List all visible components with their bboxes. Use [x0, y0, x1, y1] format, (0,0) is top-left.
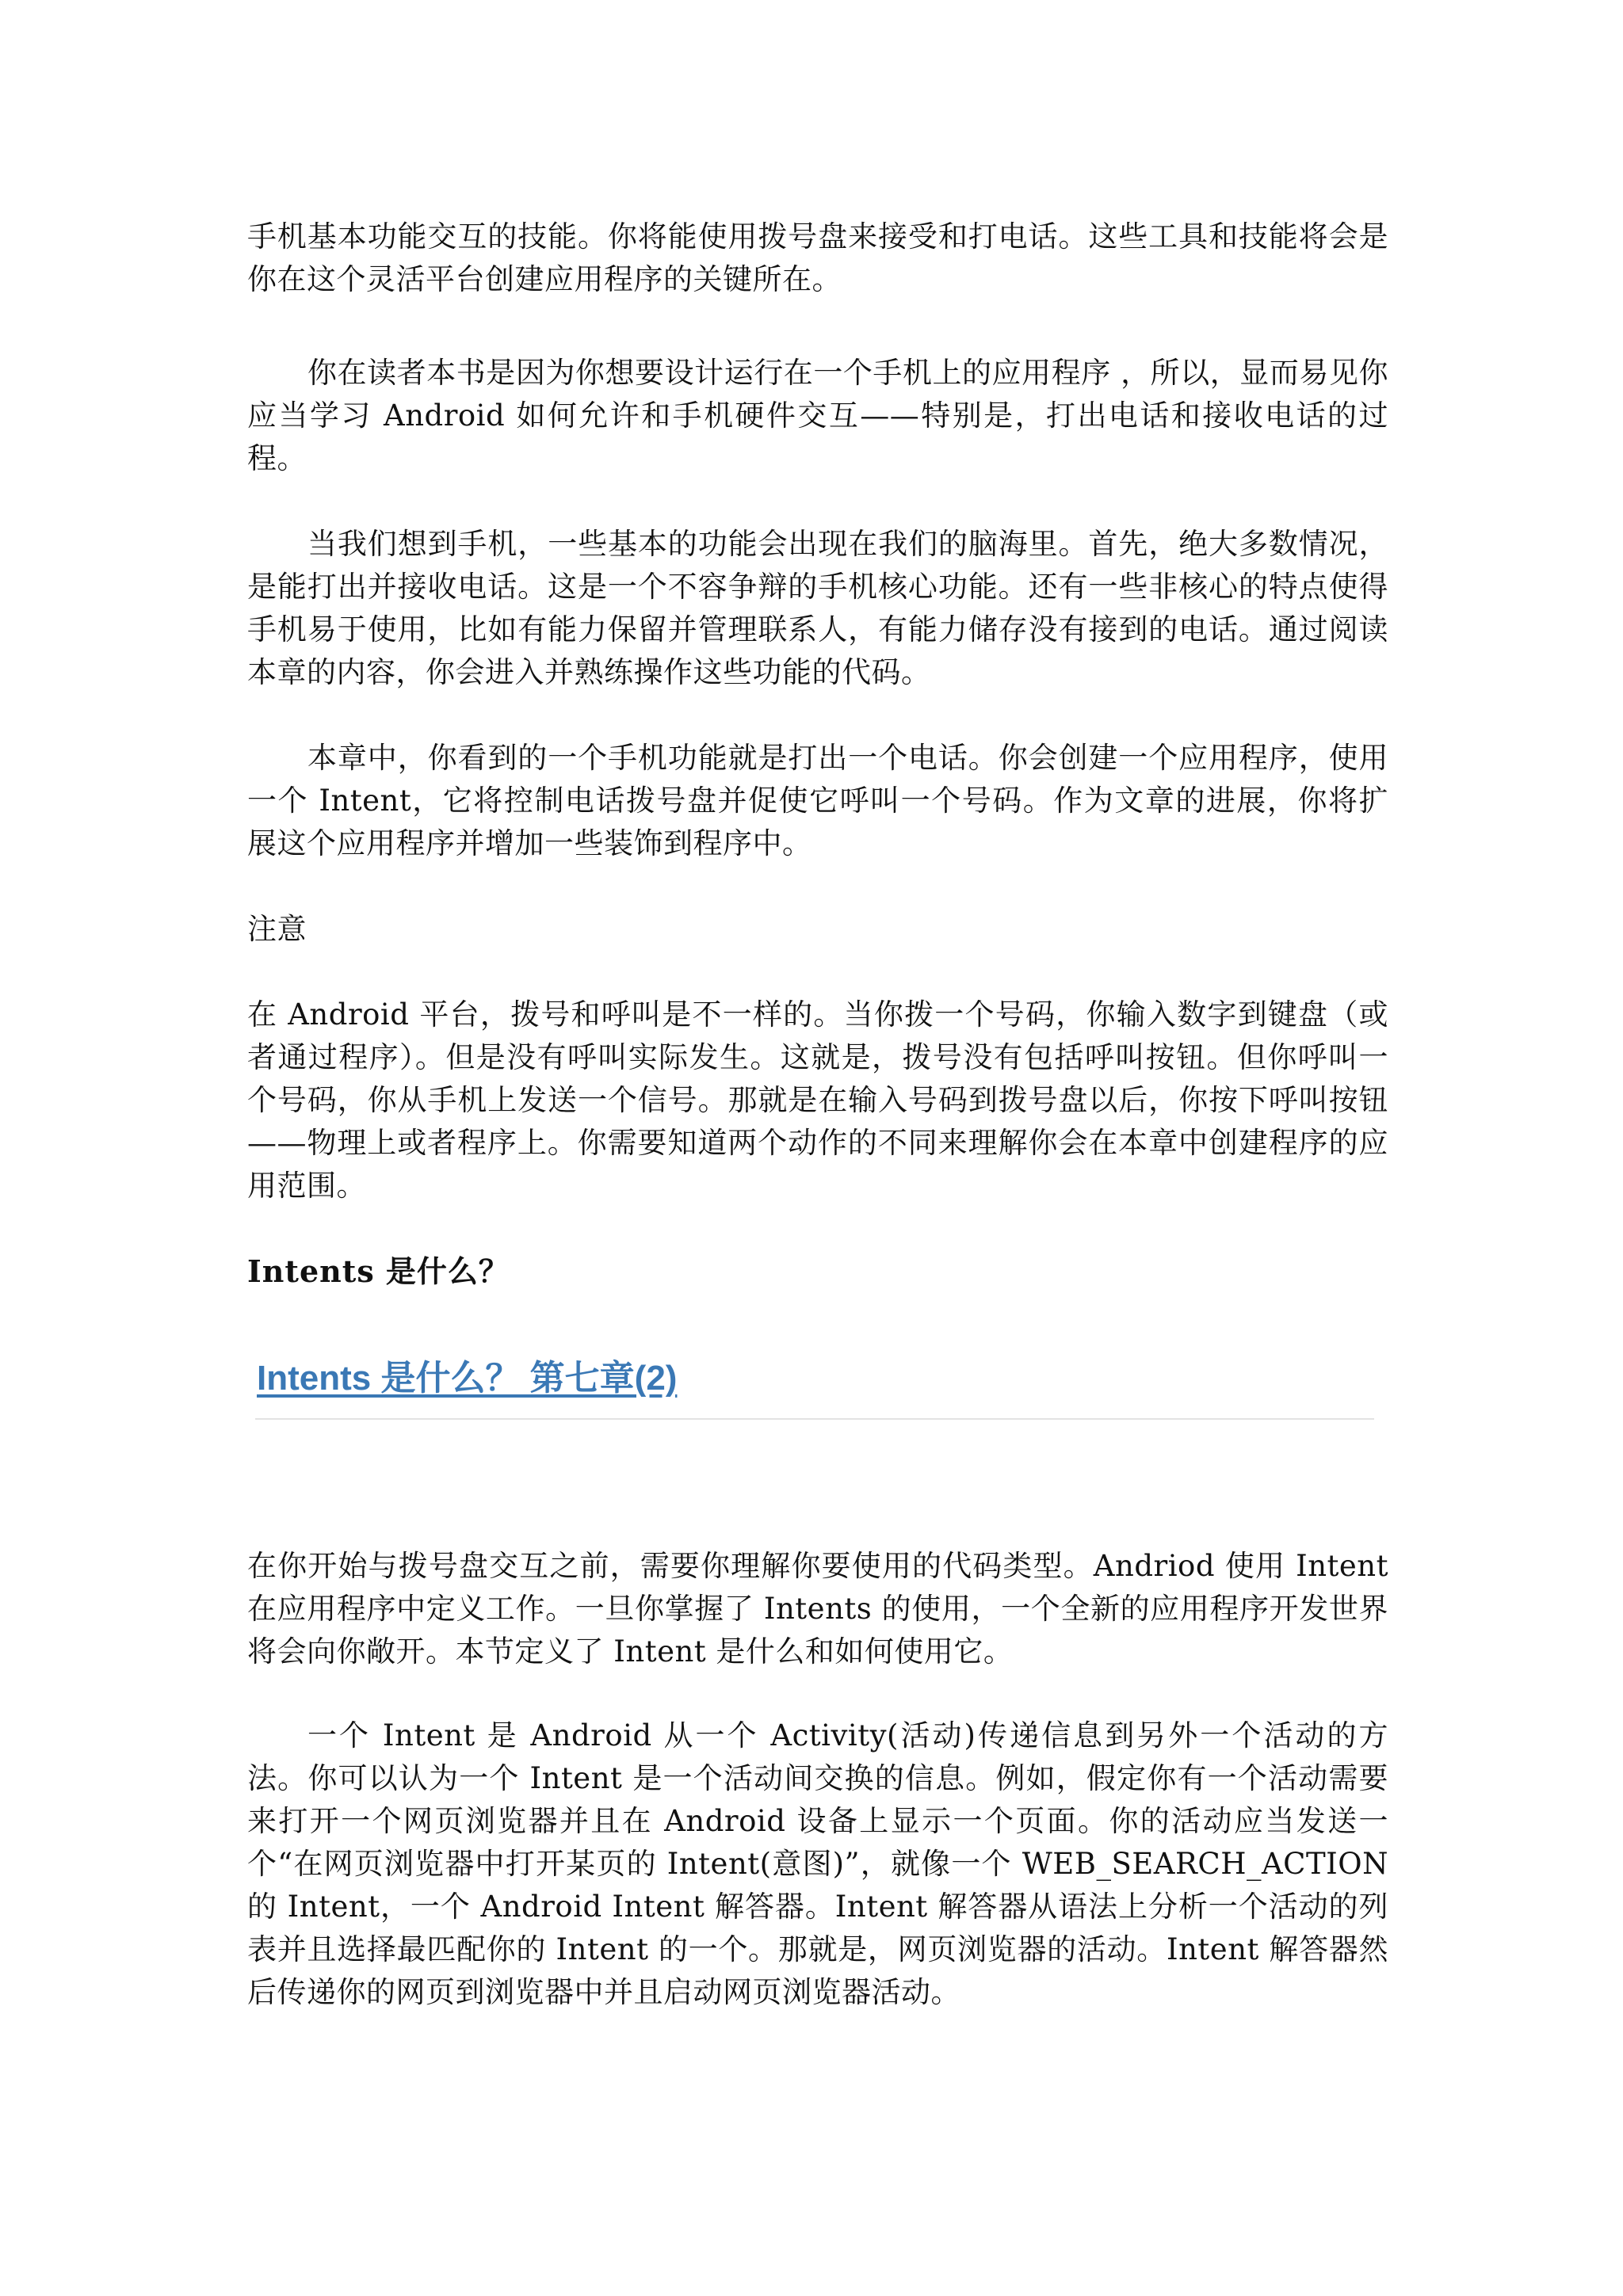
section-title-link[interactable]: Intents 是什么？ 第七章(2) — [257, 1359, 678, 1398]
paragraph-intro-continued: 手机基本功能交互的技能。你将能使用拨号盘来接受和打电话。这些工具和技能将会是你在这个灵活平台创建应用程序的关键所在。 — [247, 219, 1388, 296]
paragraph-why-android: 你在读者本书是因为你想要设计运行在一个手机上的应用程序 ，所以，显而易见你应当学习 Android 如何允许和手机硬件交互——特别是，打出电话和接收电话的过程。 — [247, 356, 1388, 475]
section-divider — [255, 1418, 1374, 1420]
paragraph-chapter-overview: 本章中，你看到的一个手机功能就是打出一个电话。你会创建一个应用程序，使用一个 Intent，它将控制电话拨号盘并促使它呼叫一个号码。作为文章的进展，你将扩展这个应用程序并增加一些装饰到程序中。 — [247, 741, 1388, 860]
heading-what-are-intents: Intents 是什么？ — [247, 1253, 510, 1289]
paragraph-intent-definition: 一个 Intent 是 Android 从一个 Activity(活动)传递信息到另外一个活动的方法。你可以认为一个 Intent 是一个活动间交换的信息。例如，假定你有一个活动需要来打开一个网页浏览器并且在 Android 设备上显示一个页面。你的活动应当发送一个“在网页浏览器中打开某页的 Intent(意图)”，就像一个 WEB_SEARCH_ACTION 的 Intent，一个 Android Intent 解答器。Intent 解答器从语法上分析一个活动的列表并且选择最匹配你的 Intent 的一个。那就是，网页浏览器的活动。Intent 解答器然后传递你的网页到浏览器中并且启动网页浏览器活动。 — [247, 1718, 1388, 2009]
paragraph-note-dial-vs-call: 在 Android 平台，拨号和呼叫是不一样的。当你拨一个号码，你输入数字到键盘（或者通过程序）。但是没有呼叫实际发生。这就是，拨号没有包括呼叫按钮。但你呼叫一个号码，你从手机上发送一个信号。那就是在输入号码到拨号盘以后，你按下呼叫按钮——物理上或者程序上。你需要知道两个动作的不同来理解你会在本章中创建程序的应用范围。 — [247, 997, 1388, 1203]
note-label: 注意 — [247, 912, 307, 946]
paragraph-intents-intro: 在你开始与拨号盘交互之前，需要你理解你要使用的代码类型。Andriod 使用 Intent 在应用程序中定义工作。一旦你掌握了 Intents 的使用，一个全新的应用程序开发世界将会向你敞开。本节定义了 Intent 是什么和如何使用它。 — [247, 1549, 1388, 1669]
paragraph-phone-basics: 当我们想到手机，一些基本的功能会出现在我们的脑海里。首先，绝大多数情况，是能打出并接收电话。这是一个不容争辩的手机核心功能。还有一些非核心的特点使得手机易于使用，比如有能力保留并管理联系人，有能力储存没有接到的电话。通过阅读本章的内容，你会进入并熟练操作这些功能的代码。 — [247, 527, 1388, 689]
